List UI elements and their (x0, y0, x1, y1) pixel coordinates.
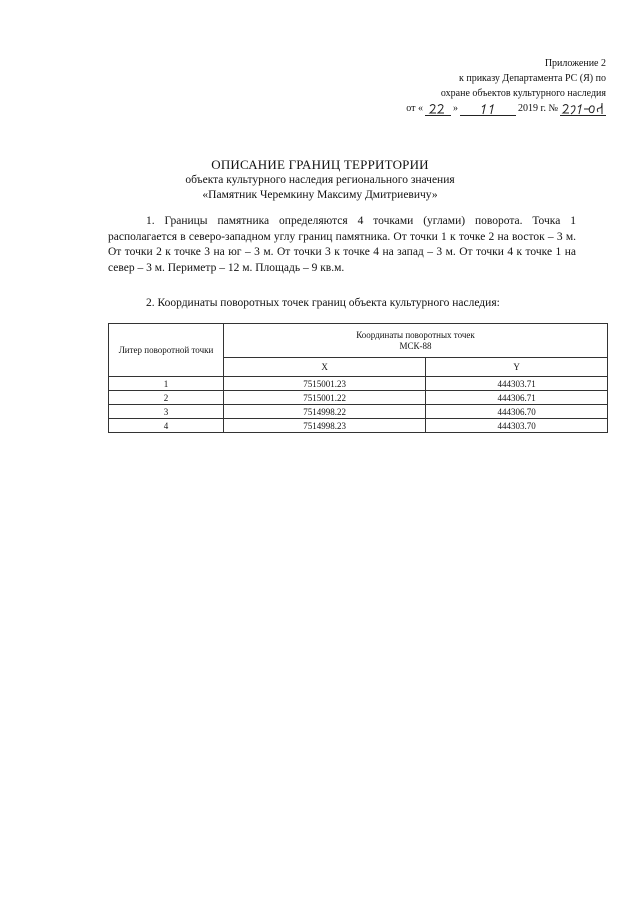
header-x: X (224, 358, 426, 377)
date-day-field (425, 103, 451, 116)
title-object-name: «Памятник Черемкину Максиму Дмитриевичу» (202, 189, 438, 201)
handwritten-day (425, 102, 451, 115)
coordinate-x: 7515001.22 (224, 391, 426, 405)
title-object-type: объекта культурного наследия регионального значения (185, 174, 455, 186)
point-number: 2 (109, 391, 224, 405)
header-liter: Литер поворотной точки (109, 324, 224, 377)
coordinate-x: 7514998.22 (224, 405, 426, 419)
order-number-field (560, 103, 606, 116)
header-coordinates (224, 324, 608, 358)
table-row (109, 391, 608, 405)
appendix-header (346, 56, 606, 116)
coordinate-y: 444303.70 (426, 419, 608, 433)
coordinates-table (108, 323, 608, 433)
handwritten-order-number (560, 102, 606, 115)
date-separator: » (452, 103, 458, 114)
coordinates-intro: 2. Координаты поворотных точек границ объекта культурного наследия: (146, 297, 500, 309)
date-month-field (460, 103, 516, 116)
header-coordinates-line1: Координаты поворотных точек (356, 329, 475, 340)
point-number: 1 (109, 377, 224, 391)
header-y: Y (426, 358, 608, 377)
point-number: 3 (109, 405, 224, 419)
date-prefix: от « (406, 103, 423, 114)
table-row (109, 419, 608, 433)
document-title (0, 157, 640, 203)
department-name: охране объектов культурного наследия (440, 88, 606, 99)
appendix-label: Приложение 2 (544, 58, 606, 69)
coordinate-y: 444306.71 (426, 391, 608, 405)
order-reference: к приказу Департамента РС (Я) по (458, 73, 606, 84)
table-row (109, 405, 608, 419)
coordinate-y: 444306.70 (426, 405, 608, 419)
coordinate-x: 7515001.23 (224, 377, 426, 391)
point-number: 4 (109, 419, 224, 433)
order-date-number (406, 101, 606, 116)
coordinate-x: 7514998.23 (224, 419, 426, 433)
header-coordinates-line2: МСК-88 (399, 340, 432, 351)
boundary-description: 1. Границы памятника определяются 4 точками (углами) поворота. Точка 1 располагается в северо-западном углу границ памятника. От точки 1 к точке 2 на восток – 3 м. От точки 2 к точке 3 на юг – 3 м. От точки 3 к точке 4 на запад – 3 м. От точки 4 к точке 1 на север – 3 м. Периметр – 12 м. Площадь – 9 кв.м. (108, 215, 576, 274)
date-year: 2019 г. № (517, 103, 558, 114)
coordinate-y: 444303.71 (426, 377, 608, 391)
table-row (109, 377, 608, 391)
title-main: ОПИСАНИЕ ГРАНИЦ ТЕРРИТОРИИ (211, 157, 429, 172)
handwritten-month (460, 102, 516, 115)
